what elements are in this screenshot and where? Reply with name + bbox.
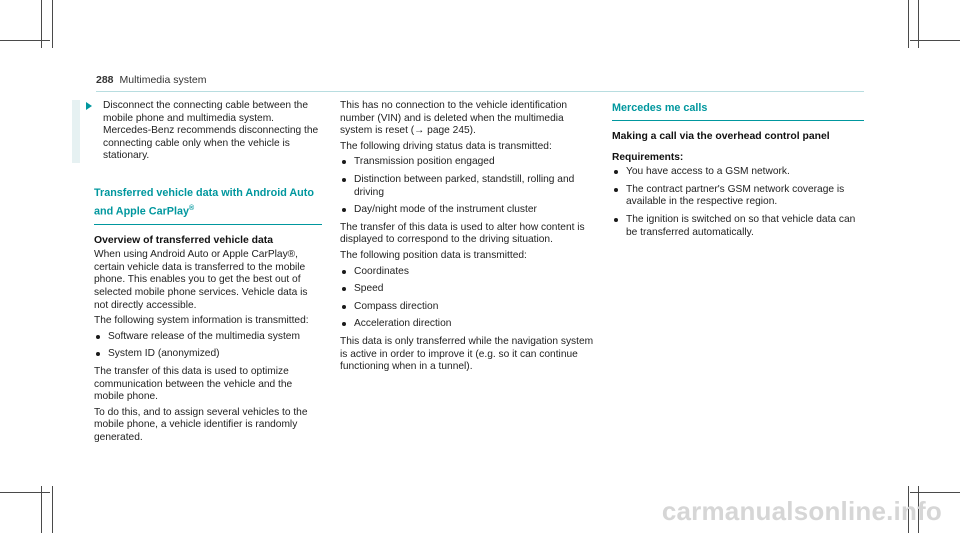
crop-mark-tr-v [908,0,909,48]
list-item: Day/night mode of the instrument cluster [340,204,594,217]
page-number: 288 [96,74,114,86]
paragraph: To do this, and to assign several vehicles to the mobile phone, a vehicle identifier is randomly generated. [94,406,308,443]
crop-mark-bl-v [41,486,42,533]
section-title-line1: Transferred vehicle data with Android Auto [94,186,314,199]
list-item: The ignition is switched on so that vehicle data can be transferred automatically. [612,214,864,239]
page-header [96,74,206,86]
watermark: carmanualsonline.info [661,496,942,526]
list-item: Compass direction [340,301,594,314]
list-item: Speed [340,283,594,296]
play-arrow-icon [86,102,92,110]
list-item: The contract partner's GSM network coverage is available in the respective region. [612,184,864,209]
section-name: Multimedia system [119,74,207,86]
subsection-title: Making a call via the overhead control panel [612,131,830,142]
crop-mark-bl-v2 [52,486,53,533]
list-item: Software release of the multimedia system [94,331,322,344]
paragraph: This data is only transferred while the navigation system is active in order to improve it (e.g. so it can continue functioning when in a tunnel). [340,335,594,373]
section-title: Mercedes me calls [612,102,708,114]
list-item: Coordinates [340,266,594,279]
list-item: System ID (anonymized) [94,348,322,361]
crop-mark-tl-v2 [52,0,53,48]
list-item: You have access to a GSM network. [612,166,864,179]
bullet-list [94,331,322,361]
header-rule [96,91,864,92]
column-1 [72,100,322,447]
bullet-list [612,166,864,239]
paragraph: The following driving status data is transmitted: [340,140,552,152]
section-title-line2: and Apple CarPlay [94,205,189,218]
instruction-step [72,100,322,163]
column-3 [612,100,864,244]
paragraph: The transfer of this data is used to alter how content is displayed to correspond to the driving situation. [340,221,585,246]
step-bar [72,100,80,163]
list-item: Acceleration direction [340,318,594,331]
column-2 [340,100,594,377]
paragraph: When using Android Auto or Apple CarPlay®, certain vehicle data is transferred to the mobile phone. This enables you to get the best out of selected mobile phone services. Vehicle data is not directly accessible. [94,249,308,311]
subsection-title: Overview of transferred vehicle data [94,234,274,246]
paragraph: The following system information is transmitted: [94,315,309,327]
crop-mark-bl-h [0,492,50,493]
crop-mark-tr-v2 [918,0,919,48]
list-item: Distinction between parked, standstill, rolling and driving [340,174,594,199]
paragraph: The following position data is transmitted: [340,249,527,261]
paragraph: This has no connection to the vehicle identification number (VIN) and is deleted when the multimedia system is reset (→ page 245). [340,100,568,137]
section-title [94,185,322,220]
section-rule [612,120,864,121]
requirements-label: Requirements: [612,151,684,163]
list-item: Transmission position engaged [340,156,594,169]
instruction-text: Disconnect the connecting cable between the mobile phone and multimedia system. Mercedes-Benz recommends disconnecting the connecting cable only when the vehicle is stationary. [103,100,319,162]
crop-mark-tl-h [0,40,50,41]
bullet-list [340,266,594,331]
paragraph: The transfer of this data is used to optimize communication between the vehicle and the mobile phone. [94,365,293,403]
bullet-list [340,156,594,216]
registered-mark: ® [189,204,195,212]
section-rule [94,224,322,225]
